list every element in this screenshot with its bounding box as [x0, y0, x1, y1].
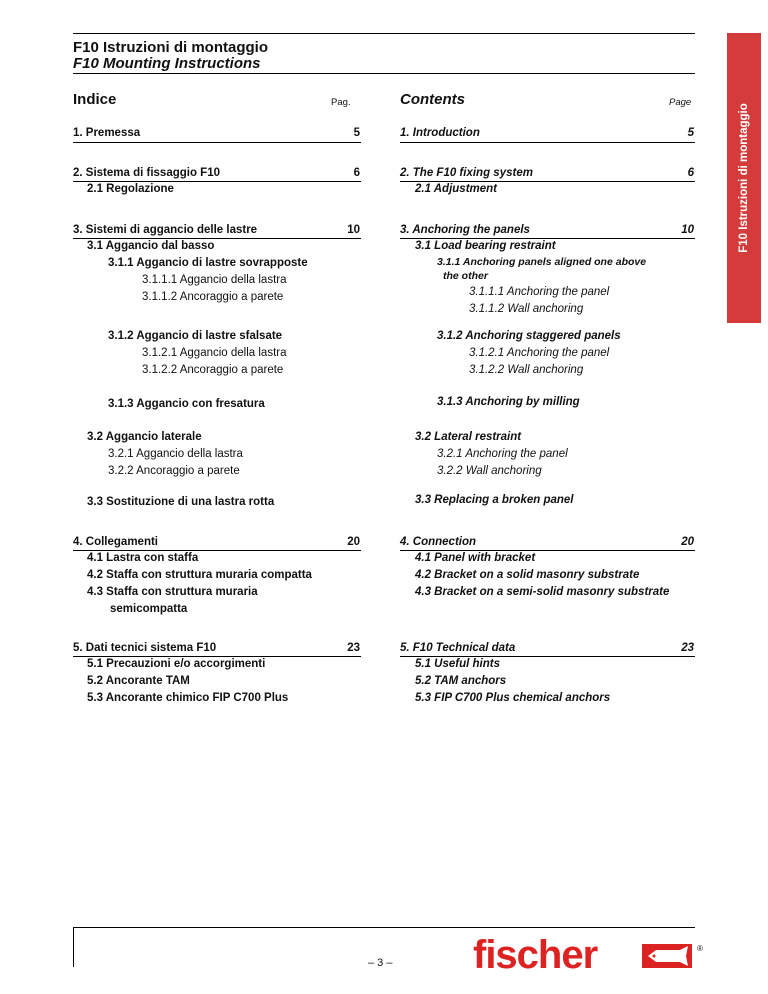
- contents-heading: Contents: [400, 91, 465, 108]
- toc-it-2-1: 2.1 Regolazione: [87, 183, 174, 195]
- toc-it-3-2: 3.2 Aggancio laterale: [87, 431, 202, 443]
- toc-en-4-2: 4.2 Bracket on a solid masonry substrate: [415, 569, 640, 581]
- toc-en-3-2-1: 3.2.1 Anchoring the panel: [437, 448, 568, 460]
- toc-it-4-3: 4.3 Staffa con struttura muraria: [87, 586, 258, 598]
- toc-en-1-page: 5: [687, 127, 694, 139]
- toc-en-3-1-1-2: 3.1.1.2 Wall anchoring: [469, 303, 584, 315]
- title-english: F10 Mounting Instructions: [73, 55, 261, 72]
- footer-left-tick: [73, 927, 74, 967]
- toc-en-3-2: 3.2 Lateral restraint: [415, 431, 522, 443]
- toc-en-1-rule: [400, 142, 695, 143]
- toc-en-3-2-2: 3.2.2 Wall anchoring: [437, 465, 542, 477]
- toc-it-4-2: 4.2 Staffa con struttura muraria compatta: [87, 569, 312, 581]
- toc-en-3-1-1-cont: the other: [443, 270, 488, 282]
- toc-en-3-1-2: 3.1.2 Anchoring staggered panels: [437, 330, 621, 342]
- toc-en-3-1-2-1: 3.1.2.1 Anchoring the panel: [469, 347, 610, 359]
- toc-it-4-page: 20: [347, 536, 360, 548]
- toc-en-3-rule: [400, 238, 695, 239]
- toc-en-3-1-1: 3.1.1 Anchoring panels aligned one above: [437, 256, 647, 268]
- toc-it-5-1: 5.1 Precauzioni e/o accorgimenti: [87, 658, 266, 670]
- toc-it-3-page: 10: [347, 224, 360, 236]
- toc-en-4-page: 20: [681, 536, 694, 548]
- toc-en-2-1: 2.1 Adjustment: [415, 183, 498, 195]
- toc-it-5: 5. Dati tecnici sistema F10: [73, 642, 217, 654]
- toc-it-3-rule: [73, 238, 361, 239]
- toc-en-5: 5. F10 Technical data: [400, 642, 516, 654]
- toc-en-2-page: 6: [687, 167, 694, 179]
- toc-it-3-1-3: 3.1.3 Aggancio con fresatura: [108, 398, 265, 410]
- title-italian: F10 Istruzioni di montaggio: [73, 39, 268, 56]
- toc-it-5-3: 5.3 Ancorante chimico FIP C700 Plus: [87, 692, 289, 704]
- toc-it-4: 4. Collegamenti: [73, 536, 158, 548]
- index-heading: Indice: [73, 91, 117, 108]
- fischer-logo: fischer: [473, 933, 598, 977]
- registered-mark: ®: [697, 944, 703, 953]
- toc-it-1-page: 5: [353, 127, 360, 139]
- page-number: – 3 –: [368, 957, 393, 969]
- page-label-en: Page: [669, 97, 692, 108]
- toc-it-5-page: 23: [347, 642, 360, 654]
- toc-en-4-rule: [400, 550, 695, 551]
- toc-en-3-1-2-2: 3.1.2.2 Wall anchoring: [469, 364, 584, 376]
- toc-en-3-1-1-1: 3.1.1.1 Anchoring the panel: [469, 286, 610, 298]
- toc-en-3: 3. Anchoring the panels: [400, 224, 530, 236]
- toc-it-2-rule: [73, 181, 361, 182]
- toc-it-4-3-cont: semicompatta: [110, 603, 188, 615]
- toc-en-1: 1. Introduction: [400, 127, 480, 139]
- toc-en-4-3: 4.3 Bracket on a semi-solid masonry substrate: [415, 586, 670, 598]
- toc-it-3-2-2: 3.2.2 Ancoraggio a parete: [108, 465, 240, 477]
- toc-en-2: 2. The F10 fixing system: [400, 167, 533, 179]
- header-rule-bottom: [73, 73, 695, 74]
- toc-it-3-3: 3.3 Sostituzione di una lastra rotta: [87, 496, 275, 508]
- toc-it-3-1-1: 3.1.1 Aggancio di lastre sovrapposte: [108, 257, 308, 269]
- toc-it-2: 2. Sistema di fissaggio F10: [73, 167, 220, 179]
- toc-it-4-rule: [73, 550, 361, 551]
- side-tab: [727, 33, 761, 323]
- toc-en-3-1-3: 3.1.3 Anchoring by milling: [437, 396, 580, 408]
- toc-it-5-2: 5.2 Ancorante TAM: [87, 675, 190, 687]
- header-rule: [73, 33, 695, 34]
- toc-it-3-1-1-1: 3.1.1.1 Aggancio della lastra: [142, 274, 287, 286]
- toc-en-4-1: 4.1 Panel with bracket: [415, 552, 536, 564]
- toc-it-1-rule: [73, 142, 361, 143]
- toc-en-4: 4. Connection: [400, 536, 477, 548]
- toc-en-5-page: 23: [681, 642, 694, 654]
- toc-en-3-1: 3.1 Load bearing restraint: [415, 240, 556, 252]
- toc-it-3: 3. Sistemi di aggancio delle lastre: [73, 224, 258, 236]
- side-tab-label: F10 Istruzioni di montaggio: [738, 103, 750, 253]
- toc-en-3-page: 10: [681, 224, 694, 236]
- toc-en-5-1: 5.1 Useful hints: [415, 658, 500, 670]
- page-label-it: Pag.: [331, 97, 351, 108]
- toc-en-5-rule: [400, 656, 695, 657]
- toc-en-5-2: 5.2 TAM anchors: [415, 675, 507, 687]
- toc-it-2-page: 6: [353, 167, 360, 179]
- toc-it-3-1-2-1: 3.1.2.1 Aggancio della lastra: [142, 347, 287, 359]
- toc-it-3-1-2-2: 3.1.2.2 Ancoraggio a parete: [142, 364, 284, 376]
- footer-rule: [73, 927, 695, 928]
- toc-it-3-1: 3.1 Aggancio dal basso: [87, 240, 215, 252]
- fish-logo-icon: [642, 944, 692, 968]
- toc-it-3-1-2: 3.1.2 Aggancio di lastre sfalsate: [108, 330, 283, 342]
- toc-it-3-2-1: 3.2.1 Aggancio della lastra: [108, 448, 243, 460]
- toc-en-5-3: 5.3 FIP C700 Plus chemical anchors: [415, 692, 611, 704]
- toc-it-3-1-1-2: 3.1.1.2 Ancoraggio a parete: [142, 291, 284, 303]
- toc-en-2-rule: [400, 181, 695, 182]
- toc-it-5-rule: [73, 656, 361, 657]
- toc-it-4-1: 4.1 Lastra con staffa: [87, 552, 199, 564]
- toc-it-1: 1. Premessa: [73, 127, 141, 139]
- toc-en-3-3: 3.3 Replacing a broken panel: [415, 494, 574, 506]
